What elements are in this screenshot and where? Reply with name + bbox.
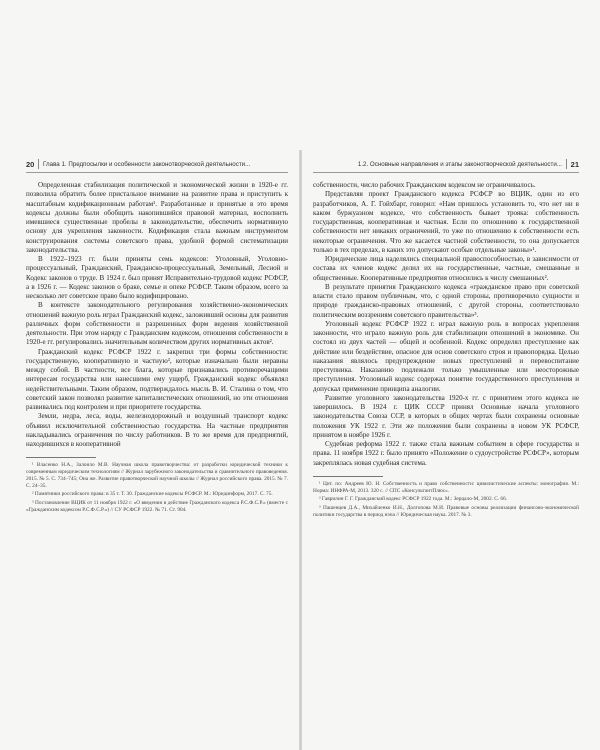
- running-head-separator: [566, 159, 567, 169]
- footnote: ³ Постановление ВЦИК от 11 ноября 1922 г. «О введении в действие Гражданского кодекса Р.С.Ф.С.Р.» (вместе с «Гражданским кодексом Р.С.Ф.С.Р.») // СУ РСФСР 1922. № 71. Ст. 904.: [26, 500, 288, 514]
- paragraph: В 1922–1923 гг. были приняты семь кодексов: Уголовный, Уголовно-процессуальный, Гражданский, Гражданско-процессуальный, Земельный, Лесной и Кодекс законов о труде. В 1924 г. был принят Исправительно-трудовой кодекс РСФСР, а в 1926 г. — Кодекс законов о браке, семье и опеке РСФСР. Таким образом, всего за несколько лет советское право было кодифицировано.: [26, 255, 288, 300]
- paragraph: В контексте законодательного регулирования хозяйственно-экономических отношений важную роль играл Гражданский кодекс, заложивший основы для развития различных форм собственности и разрешенных форм ведения хозяйственной деятельности. При этом наряду с Гражданским кодексом, отношения собственности в 1920-е гг. регулировались значительным количеством других нормативных актов².: [26, 301, 288, 347]
- left-running-head: [26, 158, 288, 173]
- footnote: ¹ Цит. по: Андреев Ю. Н. Собственность и право собственности: цивилистические аспекты: монография. М.: Норма: ИНФРА-М, 2013. 320 с. // СПС «КонсультантПлюс».: [313, 480, 579, 494]
- paragraph: собственности, число рабочих Гражданским кодексом не ограничивалось.: [313, 181, 536, 189]
- right-page: [313, 158, 579, 750]
- footnote-rule: [26, 457, 96, 458]
- running-head-separator: [38, 159, 39, 169]
- left-page-body: [26, 181, 288, 514]
- footnote: ³ Пашенцев Д.А., Михайленко И.Н., Долгопова М.И. Правовые основы реализации финансово-экономической политики государства в период нэпа // Юридическая наука. 2017. № 3.: [313, 505, 579, 518]
- paragraph: Земли, недра, леса, воды, железнодорожный и воздушный транспорт кодекс объявил исключительной собственностью государства. На частные предприятия накладывались ограничения по числу работников. В то же время для предприятий, находившихся в кооперативной: [26, 412, 288, 448]
- right-running-head: [313, 158, 579, 173]
- paragraph: В результате принятия Гражданского кодекса «гражданское право при советской власти стало правом публичным, что, с одной стороны, противоречило сущности и природе гражданско-правовых отношений, с другой стороны, соответствовало политическим воззрениям советского правительства»³.: [313, 282, 579, 319]
- footnote: ² Памятники российского права: в 35 т. Т. 30. Гражданские кодексы РСФСР. М.: Юридинформ, 2017. С. 75.: [32, 491, 273, 498]
- paragraph: Развитие уголовного законодательства 1920-х гг. с принятием этого кодекса не завершилось. В 1924 г. ЦИК СССР принял Основные начала уголовного законодательства Союза ССР, в которых в общих чертах были сохранены основные положения УК 1922 г. Эти же положения были сохранены в новом УК РСФСР, принятом в ноябре 1926 г.: [313, 393, 579, 439]
- paragraph: Судебная реформа 1922 г. также стала важным событием в сфере государства и права. 11 ноября 1922 г. было принято «Положение о судоустройстве РСФСР», которым закреплялась новая судебная система.: [313, 440, 579, 467]
- footnote: ² Гаврилин Г. Г. Гражданский кодекс РСФСР 1922 года. М.: Зерцало-М, 2002. С. 66.: [319, 496, 508, 503]
- right-page-body: [313, 181, 579, 519]
- footnote: ¹ Власенко Н.А., Залоило М.В. Научная школа правотворчества: от разработки юридической техники к современным юридическим технологиям // Журнал зарубежного законодательства и сравнительного правоведения. 2015. № 5. С. 734–745; Она же. Развитие правотворческой научной школы // Журнал российского права. 2015. № 7. С. 24–35.: [26, 462, 288, 489]
- book-gutter: [299, 150, 302, 750]
- paragraph: Гражданский кодекс РСФСР 1922 г. закрепил три формы собственности: государственную, кооперативную и частную³, которые изначально были неравны между собой. В частности, все блага, которые признавались противоречащими интересам государства или нанесшими ему ущерб, Гражданский кодекс объявлял недействительными. Таким образом, подтверждалось мысль В. И. Сталина о том, что советский закон позволял развитие капиталистических отношений, но эти отношения развивались под контролем и при приоритете государства.: [26, 347, 288, 411]
- left-page: [26, 158, 288, 750]
- left-running-head-text: Глава 1. Предпосылки и особенности законотворческой деятельности...: [43, 160, 251, 168]
- right-page-number: 21: [570, 159, 579, 169]
- paragraph: Представляя проект Гражданского кодекса РСФСР во ВЦИК, один из его разработчиков, А. Г. Гойхбарг, говорил: «Нам пришлось установить то, что нет ни в каком буржуазном кодексе, что собственность бывает трояка: собственность государственная, кооперативная и частная. Если по отношению к государственной собственности нет никаких ограничений, то уже по отношению к собственности есть некоторые ограничения. Что же касается частной собственности, то она допускается только в тех пределах, в каких это допускают особые отдельные законы»¹.: [313, 190, 579, 254]
- left-page-number: 20: [26, 159, 35, 169]
- paragraph: Определенная стабилизация политической и экономической жизни в 1920-е гг. позволила обратить более пристальное внимание на развитие права и приступить к масштабным кодификационным работам¹. Разработанные и принятые в это время кодексы должны были обобщить накопившийся правовой материал, восполнить имевшиеся существенные пробелы в законодательстве, обеспечить нормативную основу для укрепления законности. Кодификация стала важным инструментом конструирования системы советского права, удобной формой систематизации законодательства.: [26, 181, 288, 254]
- footnote-rule: [313, 476, 383, 477]
- paragraph: Уголовный кодекс РСФСР 1922 г. играл важную роль в вопросах укрепления законности, что играло важную роль для стабилизации отношений в экономике. Он состоял из двух частей — общей и особенной. Кодекс определял преступление как действие или бездействие, опасное для основ советского строя и правопорядка. Целью наказания являлось предупреждение новых преступлений и перевоспитание преступника. Наказанию подлежали только умышленные или неосторожные преступления. Уголовный кодекс содержал понятие государственного преступления и допускал применение принципа аналогии.: [313, 319, 579, 393]
- paragraph: Юридические лица наделялись специальной правоспособностью, в зависимости от состава их членов кодекс делил их на государственные, частные, смешанные и общественные. Кооперативные предприятия относились к числу смешанных².: [313, 255, 579, 282]
- right-running-head-text: 1.2. Основные направления и этапы законотворческой деятельности...: [357, 160, 562, 168]
